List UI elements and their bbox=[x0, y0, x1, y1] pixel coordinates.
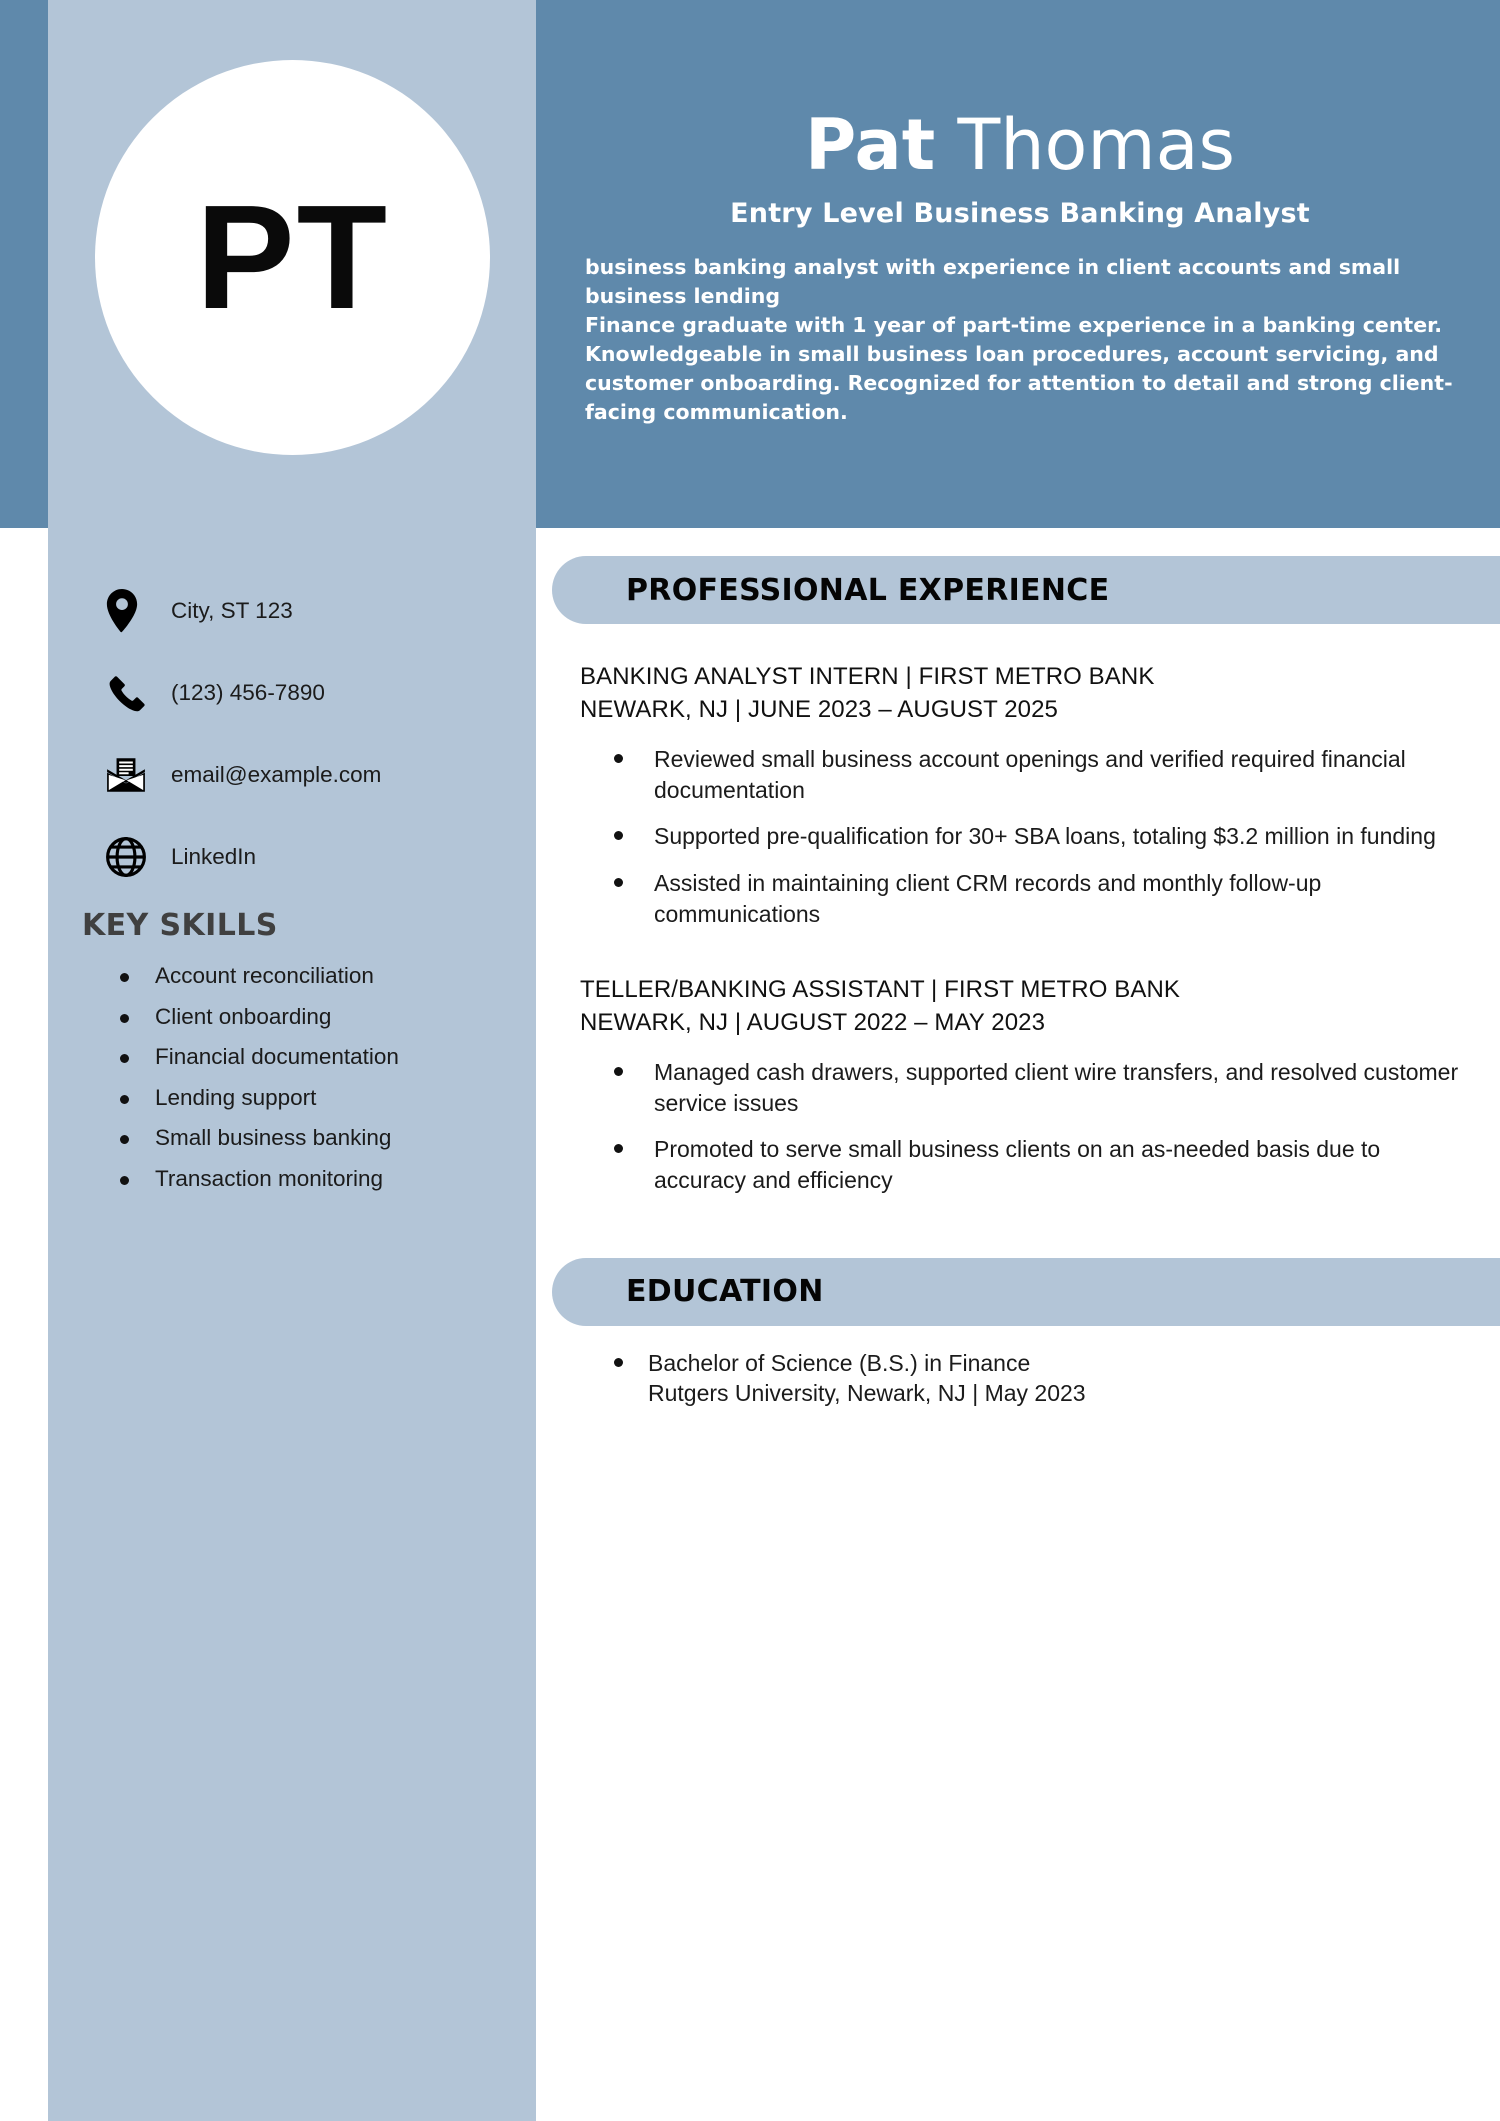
job-bullets bbox=[580, 744, 1460, 945]
phone-icon bbox=[105, 673, 157, 713]
section-title: PROFESSIONAL EXPERIENCE bbox=[626, 572, 1110, 608]
professional-summary bbox=[580, 253, 1460, 428]
section-header-professional-experience bbox=[552, 556, 1500, 624]
summary-line-2: Finance graduate with 1 year of part-time experience in a banking center. Knowledgeable in small business loan procedures, account servicing, and customer onboarding. Recognized for attention to detail and strong client-facing communication. bbox=[585, 312, 1453, 425]
header-text-block bbox=[580, 104, 1460, 427]
education-degree: Bachelor of Science (B.S.) in Finance bbox=[648, 1349, 1031, 1376]
section-title: EDUCATION bbox=[626, 1274, 824, 1310]
contact-row-email bbox=[105, 734, 525, 816]
summary-line-1: business banking analyst with experience in client accounts and small business lending bbox=[585, 254, 1401, 308]
list-item: Managed cash drawers, supported client wire transfers, and resolved customer service issues bbox=[610, 1057, 1460, 1134]
globe-icon bbox=[105, 836, 157, 878]
list-item: Client onboarding bbox=[120, 1006, 522, 1047]
job-heading: TELLER/BANKING ASSISTANT | FIRST METRO BANK bbox=[580, 976, 1180, 1004]
list-item: Transaction monitoring bbox=[120, 1168, 522, 1209]
education-school: Rutgers University, Newark, NJ | May 2023 bbox=[648, 1380, 1086, 1407]
contact-email-text: email@example.com bbox=[171, 762, 382, 787]
contact-phone-text: (123) 456-7890 bbox=[171, 680, 325, 705]
page-title bbox=[580, 104, 1460, 186]
email-envelope-icon bbox=[105, 754, 157, 796]
experience-entry bbox=[536, 660, 1500, 945]
contact-list bbox=[105, 570, 525, 898]
main-content bbox=[536, 528, 1500, 1409]
contact-location-text: City, ST 123 bbox=[171, 598, 293, 623]
list-item: Account reconciliation bbox=[120, 965, 522, 1006]
header-left-strip bbox=[0, 0, 48, 528]
contact-row-phone bbox=[105, 652, 525, 734]
job-heading: BANKING ANALYST INTERN | FIRST METRO BANK bbox=[580, 663, 1155, 690]
first-name: Pat bbox=[805, 104, 936, 186]
contact-linkedin-text: LinkedIn bbox=[171, 844, 257, 869]
key-skills-list bbox=[82, 965, 522, 1208]
job-meta: NEWARK, NJ | AUGUST 2022 – MAY 2023 bbox=[580, 1009, 1046, 1037]
avatar bbox=[95, 60, 490, 455]
education-entry bbox=[536, 1348, 1500, 1409]
list-item: Small business banking bbox=[120, 1127, 522, 1168]
avatar-initials: PT bbox=[195, 174, 390, 340]
contact-row-linkedin bbox=[105, 816, 525, 898]
section-header-education bbox=[552, 1258, 1500, 1326]
list-item: Financial documentation bbox=[120, 1046, 522, 1087]
job-title: Entry Level Business Banking Analyst bbox=[730, 197, 1310, 229]
list-item: Lending support bbox=[120, 1087, 522, 1128]
last-name: Thomas bbox=[957, 104, 1235, 186]
list-item bbox=[614, 1348, 1460, 1409]
location-pin-icon bbox=[105, 589, 157, 633]
job-meta: NEWARK, NJ | JUNE 2023 – AUGUST 2025 bbox=[580, 696, 1059, 724]
education-list bbox=[580, 1348, 1460, 1409]
list-item: Promoted to serve small business clients on an as-needed basis due to accuracy and efficiency bbox=[610, 1134, 1460, 1211]
key-skills-title: KEY SKILLS bbox=[82, 908, 278, 943]
experience-entry bbox=[536, 973, 1500, 1212]
list-item: Supported pre-qualification for 30+ SBA loans, totaling $3.2 million in funding bbox=[610, 821, 1460, 868]
job-bullets bbox=[580, 1057, 1460, 1211]
key-skills-block bbox=[82, 908, 522, 1208]
contact-row-location bbox=[105, 570, 525, 652]
list-item: Assisted in maintaining client CRM records and monthly follow-up communications bbox=[610, 868, 1460, 945]
list-item: Reviewed small business account openings and verified required financial documentation bbox=[610, 744, 1460, 821]
